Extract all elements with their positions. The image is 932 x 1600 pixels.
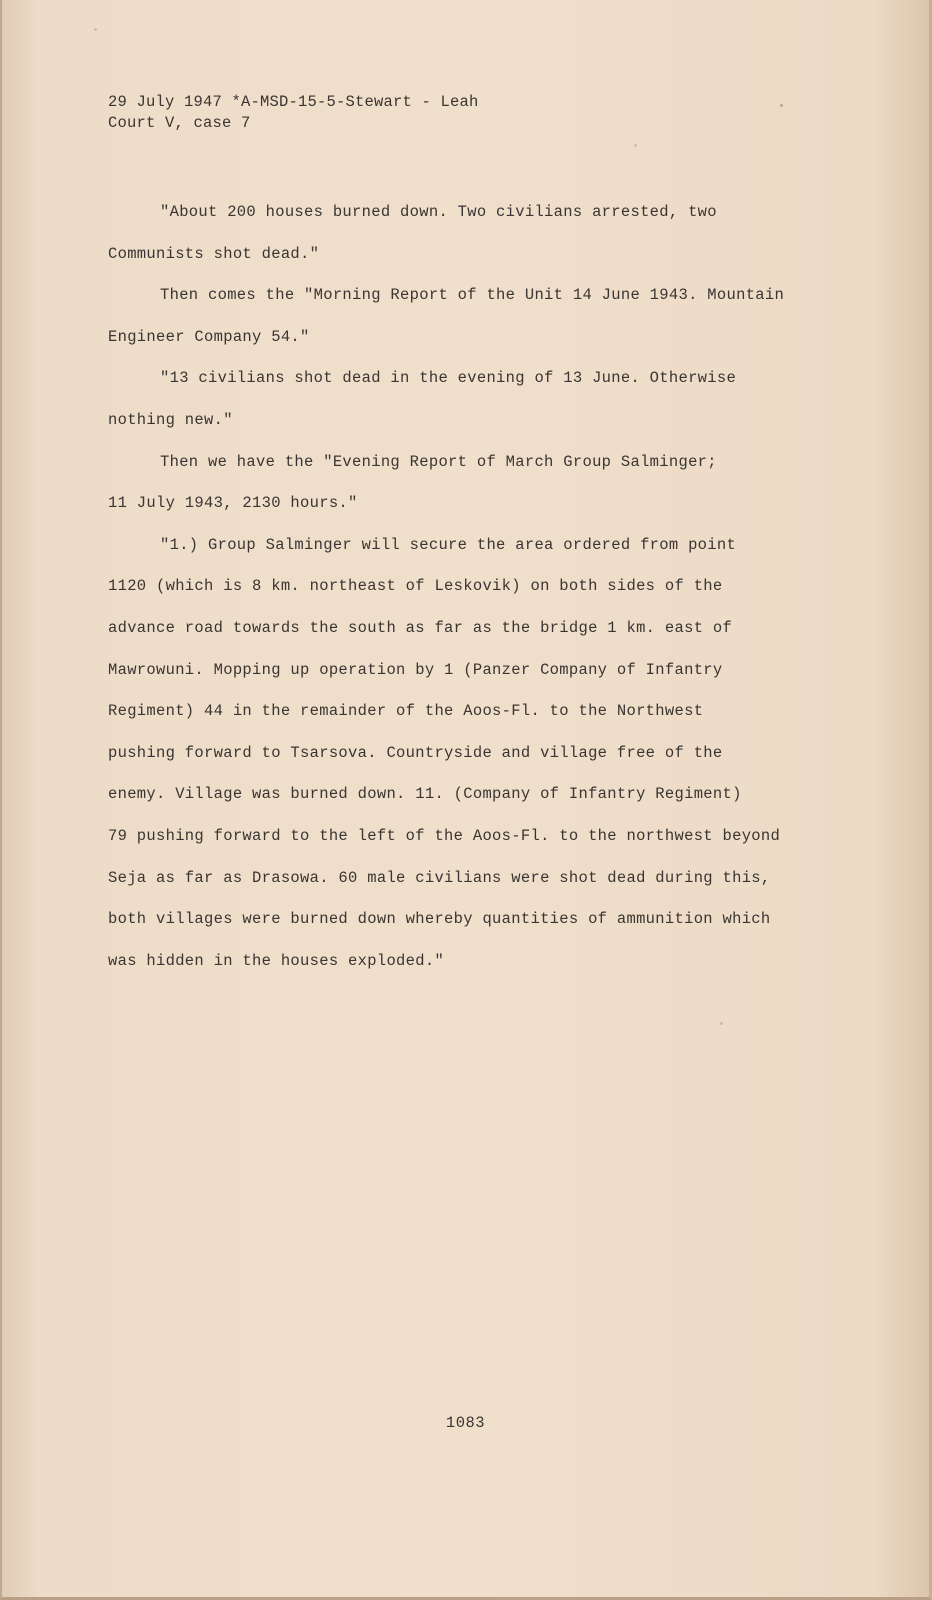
- text-line: Seja as far as Drasowa. 60 male civilians were shot dead during this,: [108, 868, 771, 887]
- text-line: Regiment) 44 in the remainder of the Aoos-Fl. to the Northwest: [108, 702, 704, 721]
- text-line: pushing forward to Tsarsova. Countryside and village free of the: [108, 743, 723, 762]
- page-number: 1083: [445, 1414, 486, 1432]
- text-line: 11 July 1943, 2130 hours.": [108, 494, 358, 513]
- text-line: both villages were burned down whereby quantities of ammunition which: [108, 910, 771, 929]
- text-line: nothing new.": [108, 410, 233, 429]
- text-line: Then we have the "Evening Report of March Group Salminger;: [160, 452, 717, 471]
- text-line: Mawrowuni. Mopping up operation by 1 (Panzer Company of Infantry: [108, 660, 723, 679]
- paper-speck: [720, 1022, 723, 1025]
- text-line: 79 pushing forward to the left of the Aoos-Fl. to the northwest beyond: [108, 826, 781, 845]
- text-line: enemy. Village was burned down. 11. (Company of Infantry Regiment): [108, 785, 742, 804]
- text-line: Engineer Company 54.": [108, 327, 310, 346]
- text-line: "13 civilians shot dead in the evening of 13 June. Otherwise: [160, 369, 737, 388]
- text-line: advance road towards the south as far as the bridge 1 km. east of: [108, 618, 733, 637]
- document-header: [108, 92, 479, 134]
- text-line: Communists shot dead.": [108, 244, 320, 263]
- paper-speck: [94, 28, 97, 31]
- text-line: "1.) Group Salminger will secure the area ordered from point: [160, 535, 737, 554]
- text-line: was hidden in the houses exploded.": [108, 951, 445, 970]
- header-date-line: 29 July 1947 *A-MSD-15-5-Stewart - Leah: [108, 93, 479, 111]
- text-line: "About 200 houses burned down. Two civilians arrested, two: [160, 203, 717, 221]
- text-line: 1120 (which is 8 km. northeast of Leskovik) on both sides of the: [108, 577, 723, 596]
- paper-speck: [634, 144, 637, 147]
- text-line: Then comes the "Morning Report of the Unit 14 June 1943. Mountain: [160, 286, 785, 305]
- header-court-line: Court V, case 7: [108, 114, 251, 132]
- paper-speck: [780, 104, 783, 107]
- document-body: [108, 192, 852, 982]
